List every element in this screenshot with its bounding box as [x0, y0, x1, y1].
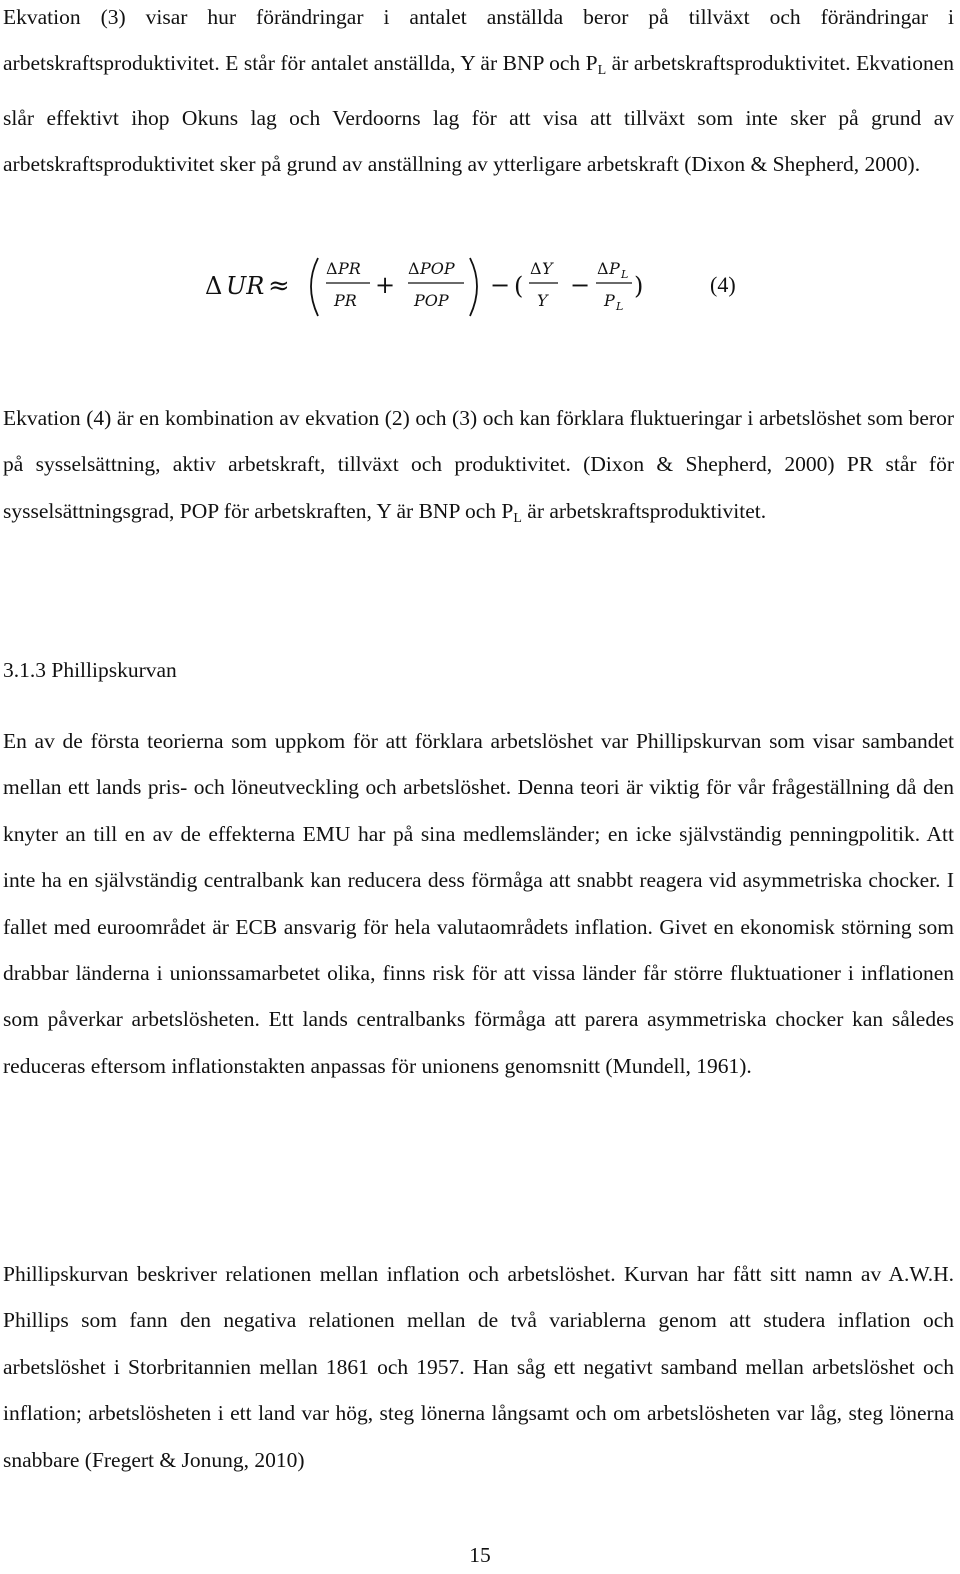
- term4-numerator-subscript: L: [621, 268, 629, 281]
- eq-lhs: UR: [226, 272, 265, 300]
- paragraph-text: är arbetskraftsproduktivitet.: [521, 498, 767, 523]
- term2-delta: Δ: [408, 259, 420, 278]
- page-number: 15: [469, 1543, 491, 1567]
- paragraph-text: är arbetskraftsproduktivitet. Ekvationen slår effektivt ihop Okuns lag och Verdoorns lag för att visa att tillväxt som inte sker på grund av arbetskraftsproduktivitet sker på grund av anställning av ytterligare arbetskraft (Dixon & Shepherd, 2000).: [3, 51, 954, 177]
- delta-symbol: Δ: [205, 272, 223, 300]
- left-paren-2: (: [514, 272, 524, 300]
- term3-denominator: Y: [537, 291, 548, 310]
- paragraph-text: Ekvation (4) är en kombination av ekvation (2) och (3) och kan förklara fluktueringar i arbetslöshet som beror på sysselsättning, aktiv arbetskraft, tillväxt och produktivitet. (Dixon & Shepherd, 2000) PR står för sysselsättningsgrad, POP för arbetskraften, Y är BNP och P: [3, 406, 954, 523]
- paragraph-phillips-history: Phillipskurvan beskriver relationen mellan inflation och arbetslöshet. Kurvan har fått sitt namn av A.W.H. Phillips som fann den negativa relationen mellan de två variablerna genom att studera inflation och arbetslöshet i Storbritannien mellan 1861 och 1957. Han såg ett negativt samband mellan arbetslöshet och inflation; arbetslösheten i ett land var hög, steg lönerna långsamt och om arbetslösheten var låg, steg lönerna snabbare (Fregert & Jonung, 2010): [3, 1262, 954, 1472]
- minus-symbol: −: [570, 271, 591, 299]
- term4-numerator-base: P: [609, 259, 620, 278]
- right-paren-2: ): [634, 272, 644, 300]
- plus-symbol: +: [375, 271, 396, 299]
- equation-4: [0, 236, 960, 336]
- paragraph-equation-3-explanation: [3, 0, 954, 188]
- paragraph-phillips-intro: En av de första teorierna som uppkom för att förklara arbetslöshet var Phillipskurvan som visar sambandet mellan ett lands pris- och löneutveckling och arbetslöshet. Denna teori är viktig för vår frågeställning då den knyter an till en av de effekterna EMU har på sina medlemsländer; en icke självständig penningpolitik. Att inte ha en självständig centralbank kan reducera dess förmåga att snabbt reagera vid asymmetriska chocker. I fallet med euroområdet är ECB ansvarig för hela valutaområdets inflation. Givet en ekonomisk störning som drabbar länderna i unionssamarbetet olika, finns risk för att vissa länder får större fluktuationer i inflationen som påverkar arbetslösheten. Ett lands centralbanks förmåga att parera asymmetriska chocker kan således reduceras eftersom inflationstakten anpassas för unionens genomsnitt (Mundell, 1961).: [3, 729, 954, 1078]
- equation-number: (4): [710, 272, 736, 297]
- paragraph-equation-4-explanation: [3, 395, 954, 542]
- term1-numerator: PR: [338, 259, 361, 278]
- approx-symbol: ≈: [268, 271, 290, 301]
- term4-denominator-subscript: L: [616, 300, 624, 313]
- paragraph-text: Ekvation (3) visar hur förändringar i antalet anställda beror på tillväxt och förändringar i arbetskraftsproduktivitet. E står för antalet anställda, Y är BNP och P: [3, 5, 954, 76]
- term3-delta: Δ: [530, 259, 542, 278]
- term2-denominator: POP: [414, 291, 449, 310]
- minus-symbol: −: [490, 271, 511, 299]
- section-heading: 3.1.3 Phillipskurvan: [3, 658, 177, 682]
- term1-denominator: PR: [334, 291, 357, 310]
- term1-delta: Δ: [326, 259, 338, 278]
- term4-delta: Δ: [597, 259, 609, 278]
- term2-numerator: POP: [420, 259, 455, 278]
- term3-numerator: Y: [542, 259, 553, 278]
- term4-denominator-base: P: [604, 291, 615, 310]
- subscript: L: [513, 510, 522, 526]
- right-paren-1: [470, 258, 477, 316]
- subscript: L: [597, 63, 607, 79]
- left-paren-1: [311, 258, 318, 316]
